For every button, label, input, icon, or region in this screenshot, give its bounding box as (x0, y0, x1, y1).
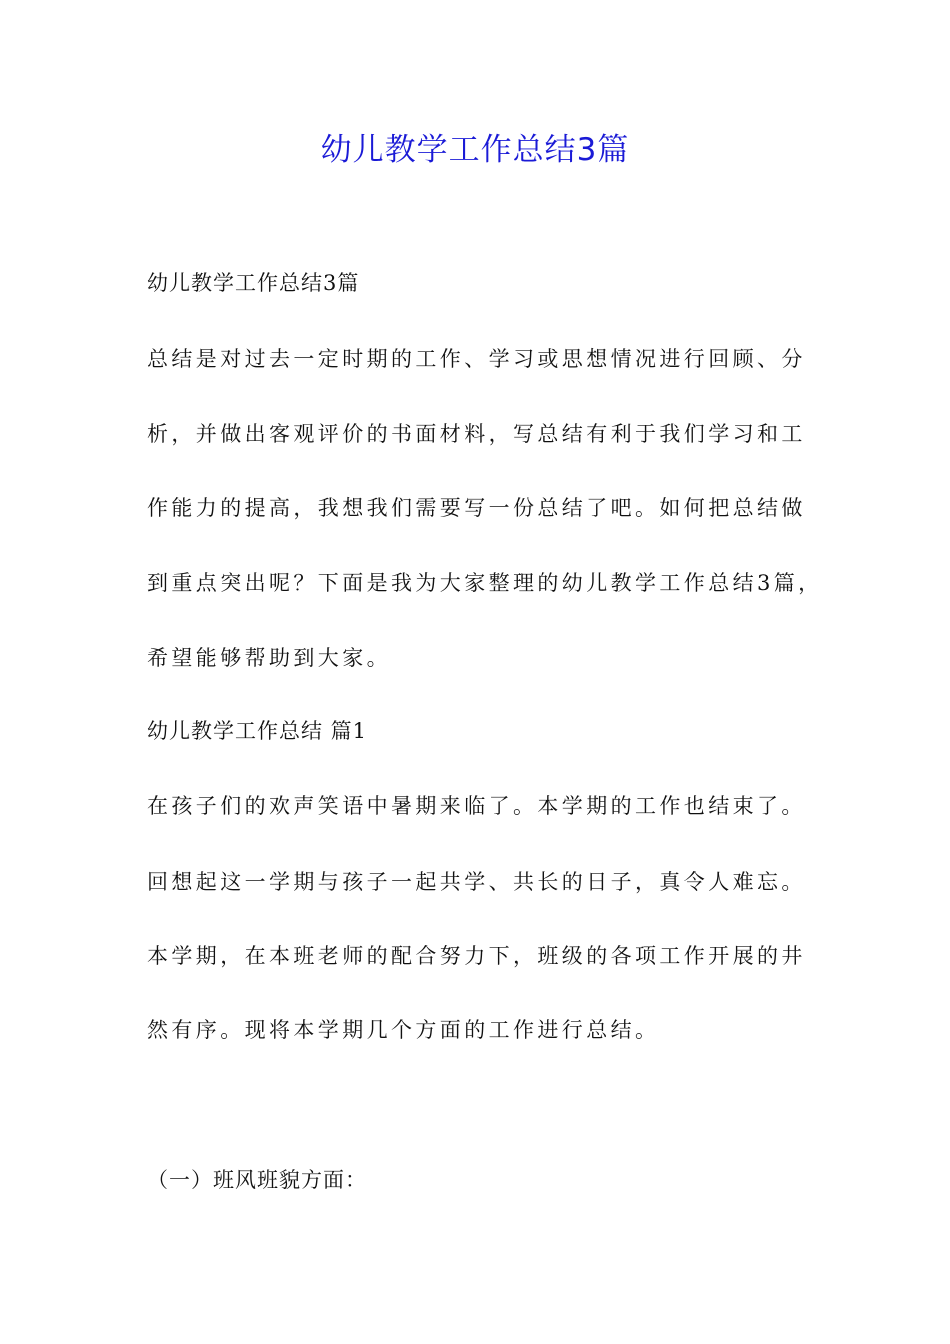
paragraph-line: 本学期，在本班老师的配合努力下，班级的各项工作开展的井 (147, 944, 806, 968)
subsection-heading: （一）班风班貌方面： (147, 1168, 367, 1192)
paragraph-line: 在孩子们的欢声笑语中暑期来临了。本学期的工作也结束了。 (147, 794, 806, 818)
paragraph-line: 然有序。现将本学期几个方面的工作进行总结。 (147, 1018, 660, 1042)
paragraph-line: 到重点突出呢？下面是我为大家整理的幼儿教学工作总结3篇， (147, 571, 823, 595)
section-heading: 幼儿教学工作总结 篇1 (147, 719, 368, 743)
paragraph-line: 析，并做出客观评价的书面材料，写总结有利于我们学习和工 (147, 422, 806, 446)
paragraph-line: 回想起这一学期与孩子一起共学、共长的日子，真令人难忘。 (147, 870, 806, 894)
paragraph-line: 总结是对过去一定时期的工作、学习或思想情况进行回顾、分 (147, 347, 806, 371)
document-title: 幼儿教学工作总结3篇 (320, 132, 630, 168)
paragraph-line: 作能力的提高，我想我们需要写一份总结了吧。如何把总结做 (147, 496, 806, 520)
paragraph-line: 希望能够帮助到大家。 (147, 646, 391, 670)
intro-heading: 幼儿教学工作总结3篇 (147, 271, 360, 295)
